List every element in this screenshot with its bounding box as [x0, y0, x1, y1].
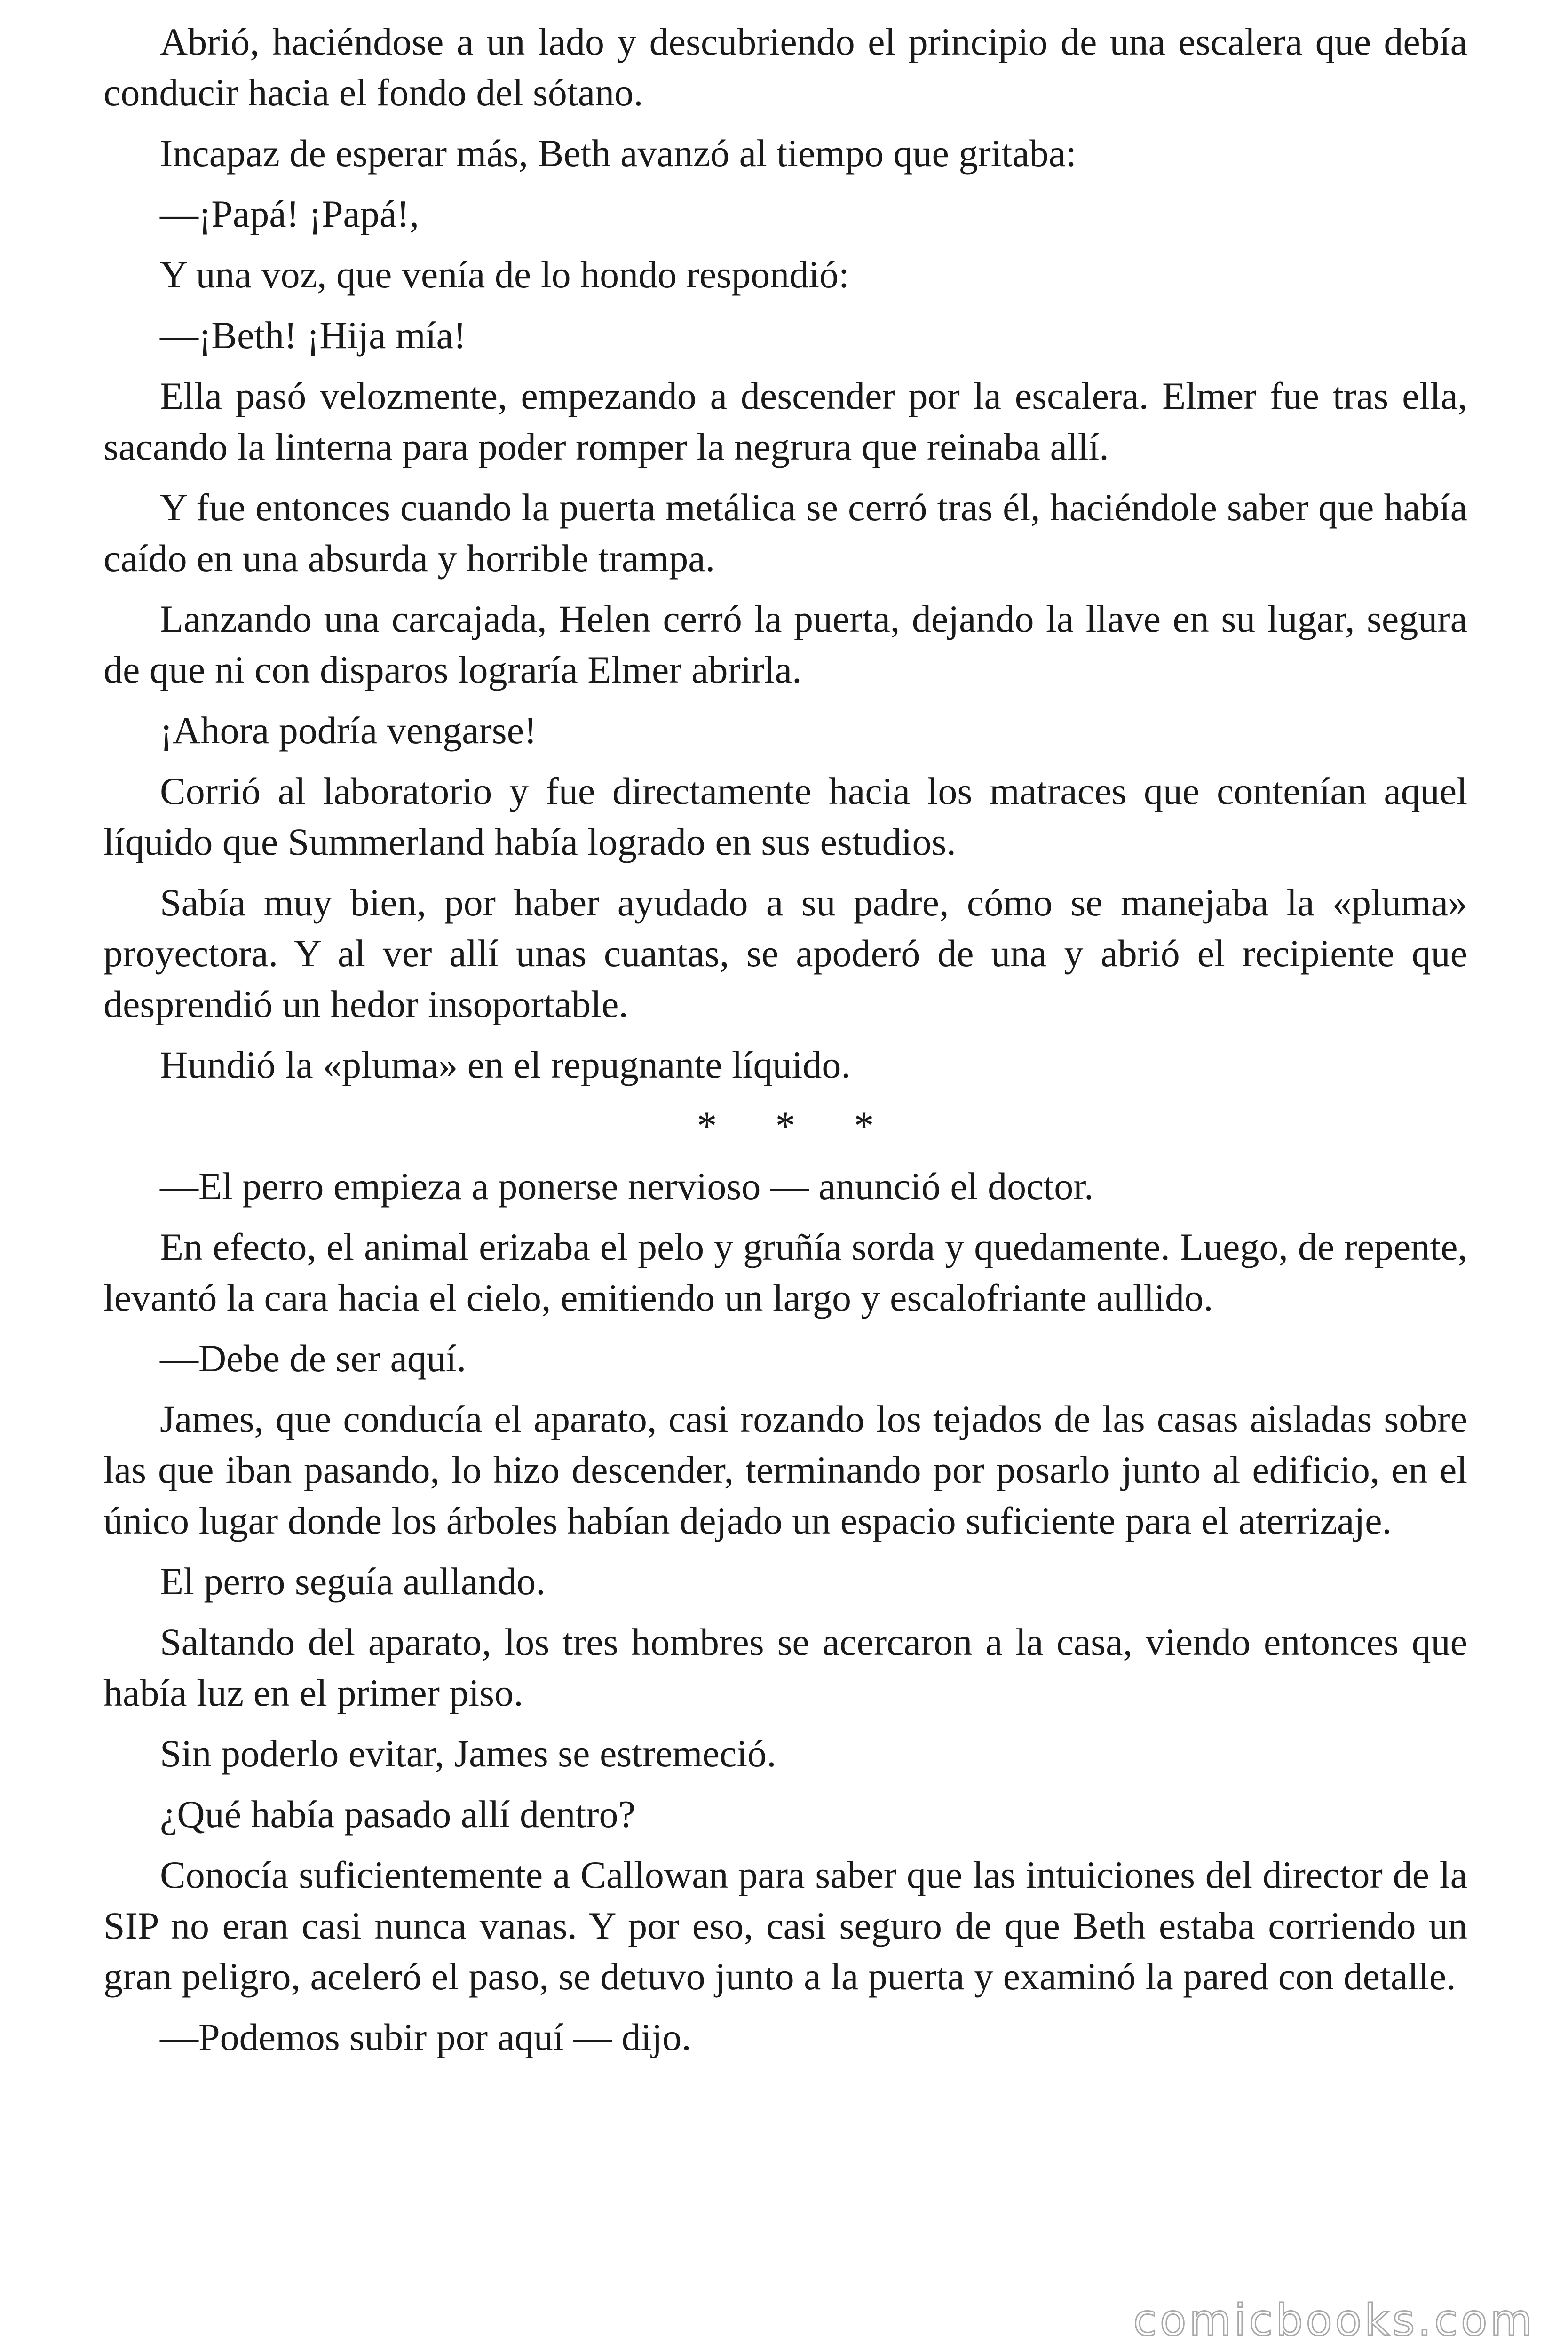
book-page — [103, 16, 1467, 2073]
paragraph: Conocía suficientemente a Callowan para saber que las intuiciones del director de la SIP no eran casi nunca vanas. Y por eso, casi seguro de que Beth estaba corriendo un gran peligro, aceleró el paso, se detuvo junto a la puerta y examinó la pared con detalle. — [103, 1853, 1467, 1998]
paragraph: James, que conducía el aparato, casi rozando los tejados de las casas aisladas sobre las que iban pasando, lo hizo descender, terminando por posarlo junto al edificio, en el único lugar donde los árboles habían dejado un espacio suficiente para el aterrizaje. — [103, 1398, 1467, 1542]
asterisk: * — [854, 1103, 874, 1148]
paragraph: Sin poderlo evitar, James se estremeció. — [160, 1732, 776, 1775]
paragraph: En efecto, el animal erizaba el pelo y gruñía sorda y quedamente. Luego, de repente, levantó la cara hacia el cielo, emitiendo un largo y escalofriante aullido. — [103, 1225, 1467, 1319]
paragraph: Hundió la «pluma» en el repugnante líquido. — [160, 1043, 851, 1086]
paragraph: ¿Qué había pasado allí dentro? — [160, 1793, 635, 1836]
asterisk: * — [775, 1103, 796, 1148]
paragraph: Saltando del aparato, los tres hombres se acercaron a la casa, viendo entonces que había luz en el primer piso. — [103, 1621, 1467, 1714]
paragraph: Y una voz, que venía de lo hondo respondió: — [160, 253, 849, 296]
paragraph: Y fue entonces cuando la puerta metálica se cerró tras él, haciéndole saber que había caído en una absurda y horrible trampa. — [103, 486, 1467, 580]
paragraph: —El perro empieza a ponerse nervioso — anunció el doctor. — [160, 1165, 1094, 1208]
paragraph: El perro seguía aullando. — [160, 1560, 546, 1603]
paragraph: ¡Ahora podría vengarse! — [160, 709, 537, 752]
paragraph: Corrió al laboratorio y fue directamente hacia los matraces que contenían aquel líquido que Summerland había logrado en sus estudios. — [103, 770, 1467, 863]
paragraph: Sabía muy bien, por haber ayudado a su padre, cómo se manejaba la «pluma» proyectora. Y al ver allí unas cuantas, se apoderó de una y abrió el recipiente que desprendió un hedor insoportable. — [103, 881, 1467, 1025]
scene-separator — [103, 1100, 1467, 1151]
asterisk: * — [697, 1103, 717, 1148]
paragraph: —Debe de ser aquí. — [160, 1337, 467, 1380]
paragraph: —Podemos subir por aquí — dijo. — [160, 2016, 691, 2058]
paragraph: Lanzando una carcajada, Helen cerró la puerta, dejando la llave en su lugar, segura de que ni con disparos lograría Elmer abrirla. — [103, 597, 1467, 691]
paragraph: —¡Papá! ¡Papá!, — [160, 192, 420, 235]
paragraph: Incapaz de esperar más, Beth avanzó al tiempo que gritaba: — [160, 132, 1077, 175]
paragraph: Abrió, haciéndose a un lado y descubriendo el principio de una escalera que debía conducir hacia el fondo del sótano. — [103, 20, 1467, 114]
watermark: comicbooks.com — [1133, 2295, 1535, 2345]
paragraph: Ella pasó velozmente, empezando a descender por la escalera. Elmer fue tras ella, sacando la linterna para poder romper la negrura que reinaba allí. — [103, 374, 1467, 468]
paragraph: —¡Beth! ¡Hija mía! — [160, 314, 467, 357]
